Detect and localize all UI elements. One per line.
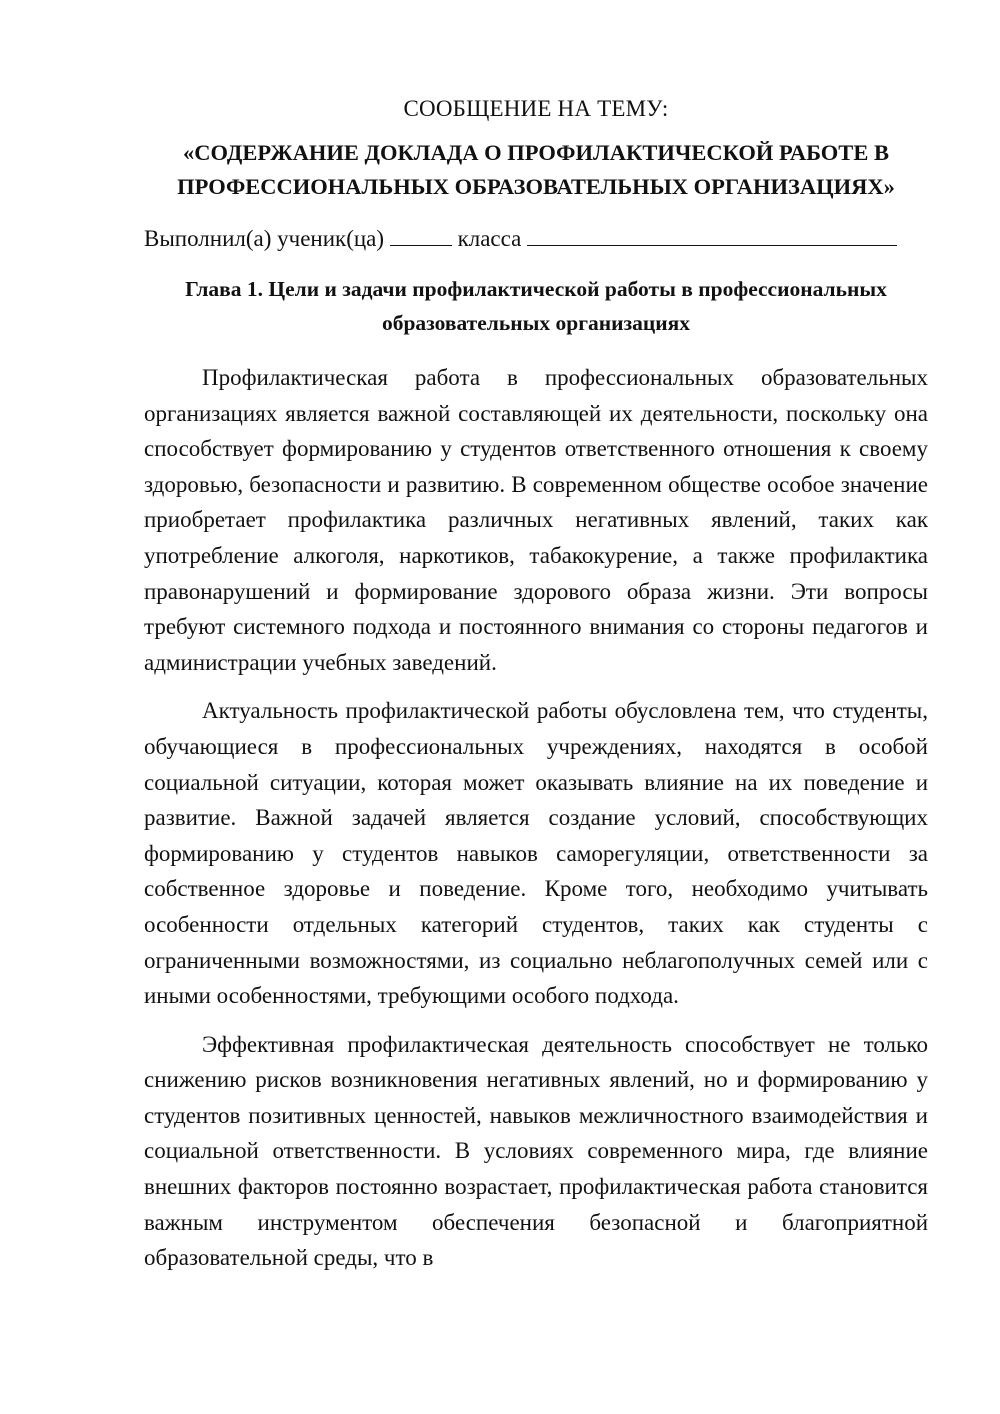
class-blank xyxy=(390,223,452,246)
topic-title: «СОДЕРЖАНИЕ ДОКЛАДА О ПРОФИЛАКТИЧЕСКОЙ РАБОТЕ В ПРОФЕССИОНАЛЬНЫХ ОБРАЗОВАТЕЛЬНЫХ ОРГАНИЗАЦИЯХ» xyxy=(177,140,895,199)
class-word: класса xyxy=(457,226,522,251)
author-line xyxy=(144,222,928,256)
paragraph-2: Актуальность профилактической работы обусловлена тем, что студенты, обучающиеся в профессиональных учреждениях, находятся в особой социальной ситуации, которая может оказывать влияние на их поведение и развитие. Важной задачей является создание условий, способствующих формированию у студентов навыков саморегуляции, ответственности за собственное здоровье и поведение. Кроме того, необходимо учитывать особенности отдельных категорий студентов, таких как студенты с ограниченными возможностями, из социально неблагополучных семей или с иными особенностями, требующими особого подхода. xyxy=(144,698,928,1009)
name-blank xyxy=(527,223,897,246)
chapter-heading: Глава 1. Цели и задачи профилактической работы в профессиональных образовательных организациях xyxy=(185,277,887,335)
paragraph-3: Эффективная профилактическая деятельность способствует не только снижению рисков возникновения негативных явлений, но и формированию у студентов позитивных ценностей, навыков межличностного взаимодействия и социальной ответственности. В условиях современного мира, где влияние внешних факторов постоянно возрастает, профилактическая работа становится важным инструментом обеспечения безопасной и благоприятной образовательной среды, что в xyxy=(144,1031,928,1271)
document-page xyxy=(144,92,928,1289)
paragraph-1: Профилактическая работа в профессиональных образовательных организациях является важной составляющей их деятельности, поскольку она способствует формированию у студентов ответственного отношения к своему здоровью, безопасности и развитию. В современном обществе особое значение приобретает профилактика различных негативных явлений, таких как употребление алкоголя, наркотиков, табакокурение, а также профилактика правонарушений и формирование здорового образа жизни. Эти вопросы требуют системного подхода и постоянного внимания со стороны педагогов и администрации учебных заведений. xyxy=(144,365,928,675)
author-prefix: Выполнил(а) ученик(ца) xyxy=(144,226,385,251)
topic-label: СООБЩЕНИЕ НА ТЕМУ: xyxy=(403,96,669,121)
